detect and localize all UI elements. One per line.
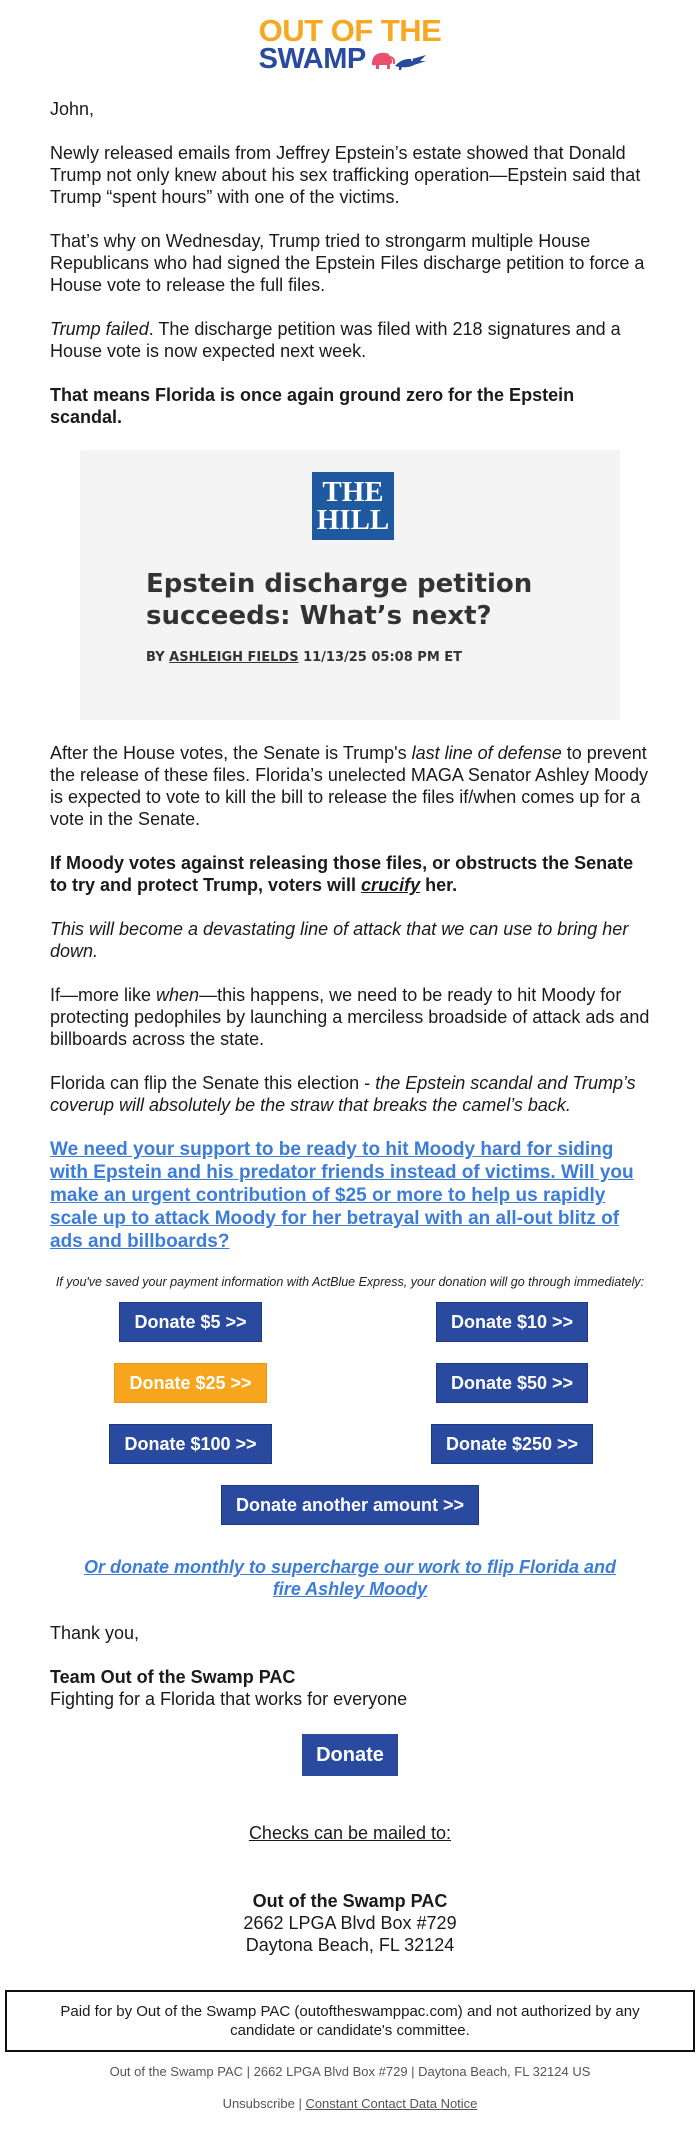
article-headline: Epstein discharge petition succeeds: What’s next? — [146, 569, 533, 631]
paragraph-strongarm: That’s why on Wednesday, Trump tried to strongarm multiple House Republicans who had signed the Epstein Files discharge petition to force a House vote to release the full files. — [50, 231, 645, 295]
senate-text-a: After the House votes, the Senate is Trump's — [50, 743, 412, 763]
donate-button[interactable]: Donate — [302, 1734, 398, 1776]
attack-line-italic: This will become a devastating line of attack that we can use to bring her down. — [50, 919, 629, 961]
flip-emphasis: the Epstein scandal and Trump’s coverup will absolutely be the straw that breaks the camel’s back. — [50, 1073, 636, 1115]
paragraph-when — [50, 984, 650, 1050]
trump-failed-emphasis: Trump failed — [50, 319, 149, 339]
thank-you: Thank you, — [50, 1623, 140, 1643]
hill-logo-line2: HILL — [316, 504, 390, 536]
donate-25-button[interactable]: Donate $25 >> — [114, 1363, 267, 1403]
trump-failed-rest: . The discharge petition was filed with 218 signatures and a House vote is now expected next week. — [50, 319, 621, 361]
salutation: John, — [50, 99, 95, 119]
hill-logo-line1: THE — [322, 476, 384, 508]
elephant-gator-icon — [368, 46, 428, 72]
actblue-express-note: If you've saved your payment information with ActBlue Express, your donation will go through immediately: — [55, 1275, 645, 1289]
constant-contact-notice-link[interactable]: Constant Contact Data Notice — [305, 2096, 478, 2111]
donate-50-button[interactable]: Donate $50 >> — [436, 1363, 588, 1403]
team-name: Team Out of the Swamp PAC — [50, 1667, 296, 1687]
paragraph-crucify — [50, 852, 650, 896]
paragraph-ground-zero: That means Florida is once again ground zero for the Epstein scandal. — [50, 385, 575, 427]
out-of-the-swamp-logo[interactable] — [0, 0, 700, 84]
donate-10-button[interactable]: Donate $10 >> — [436, 1302, 588, 1342]
mailing-line1: 2662 LPGA Blvd Box #729 — [243, 1913, 457, 1933]
crucify-emphasis: crucify — [361, 875, 421, 895]
crucify-text-a: If Moody votes against releasing those files, or obstructs the Senate to try and protect Trump, voters will — [50, 853, 634, 895]
donate-other-amount-button[interactable]: Donate another amount >> — [221, 1485, 479, 1525]
when-text-b: —this happens, we need to be ready to hit Moody for protecting pedophiles by launching a merciless broadside of attack ads and billboards across the state. — [50, 985, 650, 1049]
mailing-address — [0, 1890, 700, 1956]
paid-for-disclaimer: Paid for by Out of the Swamp PAC (outoftheswamppac.com) and not authorized by any candidate or candidate's committee. — [5, 1990, 695, 2052]
donate-monthly-link[interactable]: Or donate monthly to supercharge our work to flip Florida and fire Ashley Moody — [83, 1557, 617, 1599]
paragraph-senate — [50, 742, 650, 830]
paragraph-emails: Newly released emails from Jeffrey Epstein’s estate showed that Donald Trump not only knew about his sex trafficking operation—Epstein said that Trump “spent hours” with one of the victims. — [50, 143, 641, 207]
contribution-cta-link[interactable]: We need your support to be ready to hit Moody hard for siding with Epstein and his predator friends instead of victims. Will you make an urgent contribution of $25 or more to help us rapidly scale up to attack Moody for her betrayal with an all-out blitz of ads and billboards? — [50, 1139, 634, 1252]
checks-mailed-heading: Checks can be mailed to: — [248, 1823, 452, 1843]
paragraph-trump-failed — [50, 318, 650, 362]
article-byline — [146, 650, 462, 665]
paragraph-flip-senate — [50, 1072, 650, 1116]
logo-text-bottom: SWAMP — [258, 42, 366, 75]
donate-5-button[interactable]: Donate $5 >> — [119, 1302, 262, 1342]
senate-text-b: to prevent the release of these files. Florida’s unelected MAGA Senator Ashley Moody is expected to vote to kill the bill to release the files if/when comes up for a vote in the Senate. — [50, 743, 648, 829]
footer-links — [0, 2096, 700, 2111]
footer-separator: | — [294, 2096, 306, 2111]
unsubscribe-link[interactable]: Unsubscribe — [222, 2096, 295, 2111]
paragraph-attack-line — [50, 918, 650, 962]
donate-button-grid — [50, 1302, 650, 1582]
donate-100-button[interactable]: Donate $100 >> — [109, 1424, 272, 1464]
footer-address: Out of the Swamp PAC | 2662 LPGA Blvd Box #729 | Daytona Beach, FL 32124 US — [109, 2064, 591, 2079]
donate-250-button[interactable]: Donate $250 >> — [431, 1424, 593, 1464]
when-text-a: If—more like — [50, 985, 157, 1005]
article-author: ASHLEIGH FIELDS — [169, 650, 299, 665]
mailing-org: Out of the Swamp PAC — [252, 1891, 448, 1911]
signature — [0, 1622, 700, 1710]
logo-text-top: OUT OF THE — [258, 12, 442, 48]
when-emphasis: when — [156, 985, 200, 1005]
mailing-line2: Daytona Beach, FL 32124 — [245, 1935, 455, 1955]
crucify-text-b: her. — [420, 875, 458, 895]
the-hill-logo — [312, 472, 394, 540]
flip-text-a: Florida can flip the Senate this election - — [50, 1073, 376, 1093]
byline-prefix: BY — [146, 650, 170, 665]
article-datetime: 11/13/25 05:08 PM ET — [298, 650, 463, 665]
donate-single-wrap — [0, 1734, 700, 1776]
senate-emphasis: last line of defense — [411, 743, 562, 763]
the-hill-article-image[interactable] — [80, 450, 620, 720]
tagline: Fighting for a Florida that works for everyone — [50, 1689, 408, 1709]
